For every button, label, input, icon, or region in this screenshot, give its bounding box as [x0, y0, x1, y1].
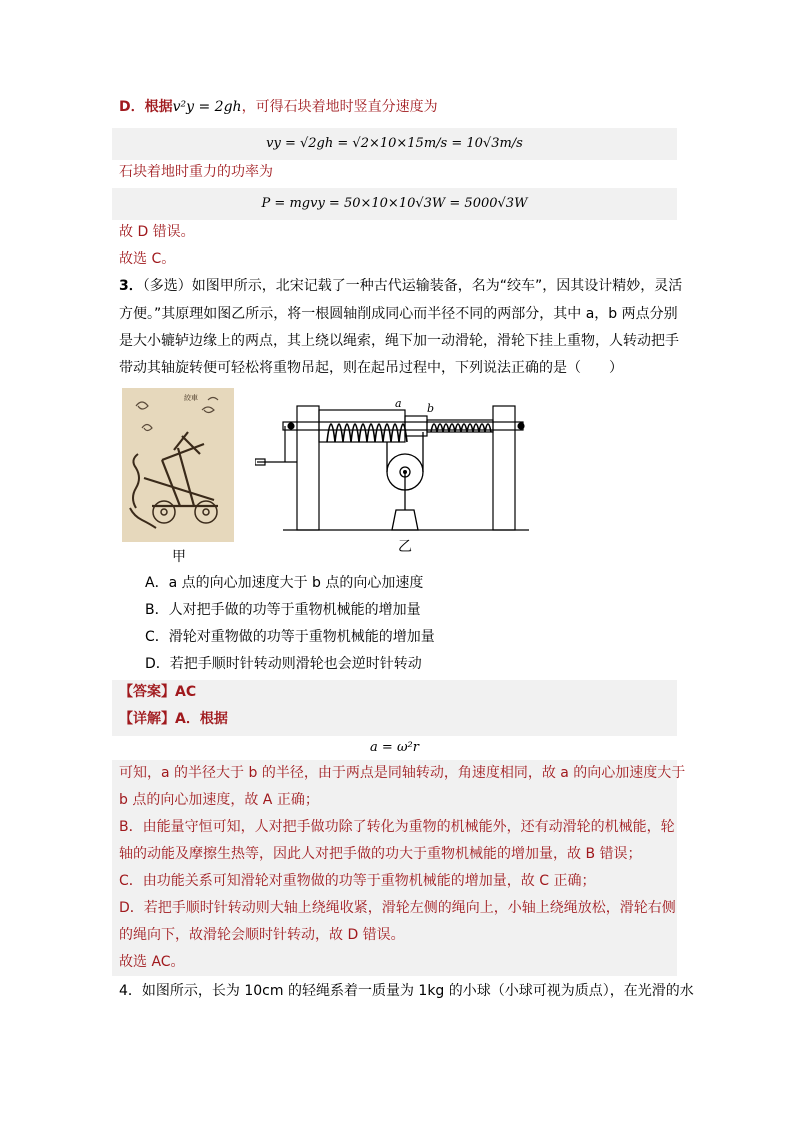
- explain-b-line2: 轴的动能及摩擦生热等，因此人对把手做的功大于重物机械能的增加量，故 B 错误；: [119, 846, 642, 862]
- label-a: a: [395, 398, 402, 410]
- q3-stem-line4: 带动其轴旋转便可轻松将重物吊起，则在起吊过程中，下列说法正确的是（ ）: [119, 360, 623, 376]
- partD-suffix: ，可得石块着地时竖直分速度为: [241, 99, 438, 115]
- partD-final: 故选 C。: [119, 251, 176, 267]
- option-a: A．a 点的向心加速度大于 b 点的向心加速度: [145, 575, 424, 591]
- partD-formula: v²y = 2gh: [172, 99, 242, 115]
- partD-conclusion: 故 D 错误。: [119, 224, 195, 240]
- explain-a-line1: 可知，a 的半径大于 b 的半径，由于两点是同轴转动，角速度相同，故 a 的向心加速度大于: [119, 765, 686, 781]
- partD-prefix: D．根据: [119, 99, 173, 115]
- q3-final: 故选 AC。: [119, 954, 185, 970]
- answer-label: 【答案】AC: [119, 684, 197, 700]
- q3-stem-text1: （多选）如图甲所示，北宋记载了一种古代运输装备，名为“绞车”，因其设计精妙，灵活: [142, 278, 683, 294]
- figure-jia-illustration: [122, 388, 234, 542]
- q3-stem-line2: 方便。”其原理如图乙所示，将一根圆轴削成同心而半径不同的两部分，其中 a，b 两点分别: [119, 306, 678, 322]
- left-post: [297, 406, 319, 530]
- explain-c: C．由功能关系可知滑轮对重物做的功等于重物机械能的增加量，故 C 正确；: [119, 873, 596, 889]
- explain-a-line2: b 点的向心加速度，故 A 正确；: [119, 792, 319, 808]
- explain-b-line1: B．由能量守恒可知，人对把手做功除了转化为重物的机械能外，还有动滑轮的机械能，轮: [119, 819, 675, 835]
- option-c: C．滑轮对重物做的功等于重物机械能的增加量: [145, 629, 435, 645]
- right-post: [493, 406, 515, 530]
- q3-number: 3．: [119, 278, 143, 294]
- power-label: 石块着地时重力的功率为: [119, 164, 273, 180]
- figure-yi-winch-diagram: [255, 398, 530, 533]
- equation-power: P = mgvy = 50×10×10√3W = 5000√3W: [261, 196, 528, 211]
- explain-d-line2: 的绳向下，故滑轮会顺时针转动，故 D 错误。: [119, 927, 405, 943]
- q3-stem-line1: [119, 276, 682, 296]
- figure-jia-caption: 甲: [172, 549, 186, 565]
- figure-yi-caption: 乙: [398, 539, 412, 555]
- partD-line: [119, 97, 438, 117]
- q4-line: 4．如图所示，长为 10cm 的轻绳系着一质量为 1kg 的小球（小球可视为质点），在光滑的水: [119, 983, 694, 999]
- equation-centripetal: a = ω²r: [370, 740, 419, 755]
- svg-text:絞車: 絞車: [184, 394, 198, 402]
- label-b: b: [427, 402, 435, 415]
- q3-stem-line3: 是大小辘轳边缘上的两点，其上绕以绳索，绳下加一动滑轮，滑轮下挂上重物，人转动把手: [119, 333, 679, 349]
- equation-vy: vy = √2gh = √2×10×15m/s = 10√3m/s: [266, 136, 523, 151]
- weight: [392, 510, 418, 530]
- detail-head: 【详解】A．根据: [119, 711, 228, 727]
- small-drum-block: [405, 416, 427, 436]
- option-b: B．人对把手做的功等于重物机械能的增加量: [145, 602, 421, 618]
- option-d: D．若把手顺时针转动则滑轮也会逆时针转动: [145, 656, 422, 672]
- explain-d-line1: D．若把手顺时针转动则大轴上绕绳收紧，滑轮左侧的绳向上，小轴上绕绳放松，滑轮右侧: [119, 900, 676, 916]
